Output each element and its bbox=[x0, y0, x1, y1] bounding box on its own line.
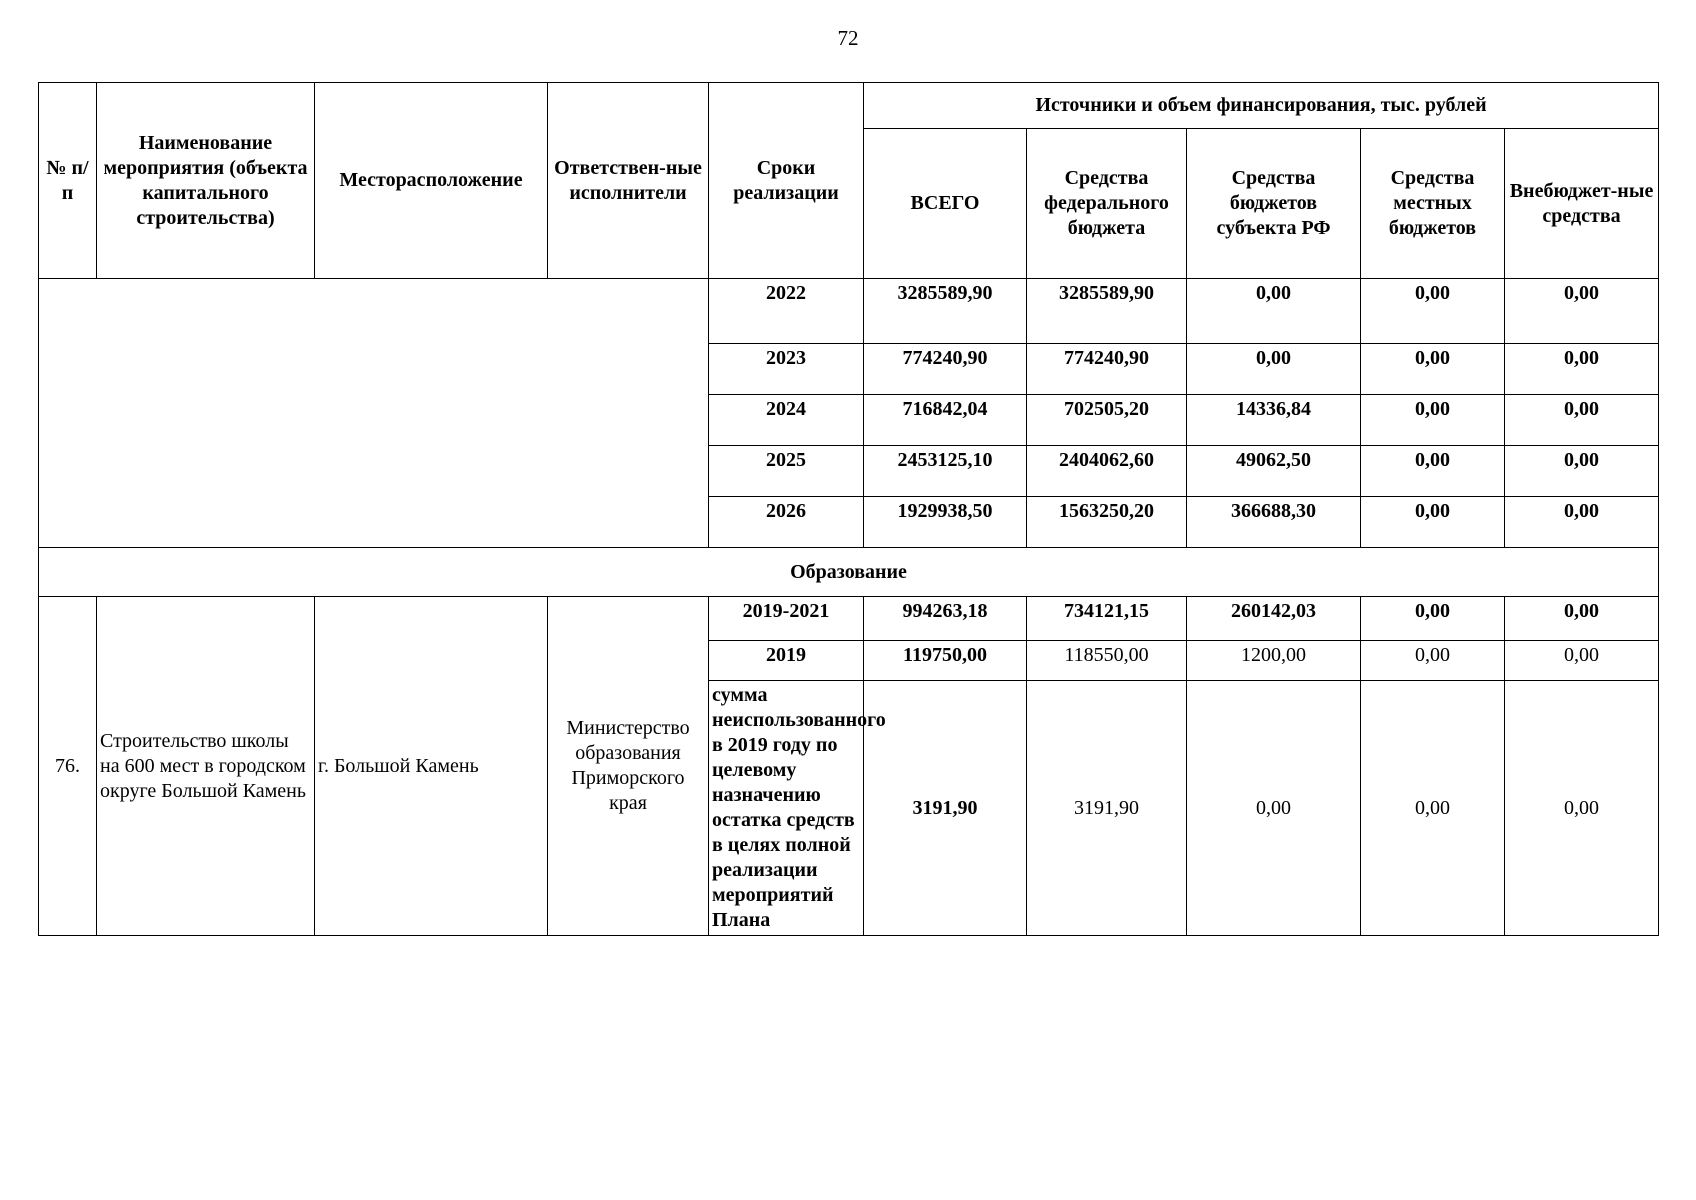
col-header-local: Средства местных бюджетов bbox=[1361, 129, 1505, 279]
cell-federal: 702505,20 bbox=[1027, 395, 1187, 446]
cell-extra: 0,00 bbox=[1505, 641, 1659, 681]
cell-local: 0,00 bbox=[1361, 344, 1505, 395]
cell-total: 716842,04 bbox=[864, 395, 1027, 446]
empty-merged-cell bbox=[39, 279, 709, 548]
cell-extra: 0,00 bbox=[1505, 497, 1659, 548]
cell-subject: 366688,30 bbox=[1187, 497, 1361, 548]
cell-federal: 3285589,90 bbox=[1027, 279, 1187, 344]
cell-federal: 2404062,60 bbox=[1027, 446, 1187, 497]
cell-extra: 0,00 bbox=[1505, 279, 1659, 344]
cell-local: 0,00 bbox=[1361, 641, 1505, 681]
col-header-funding-group: Источники и объем финансирования, тыс. рублей bbox=[864, 83, 1659, 129]
cell-total: 2453125,10 bbox=[864, 446, 1027, 497]
col-header-executors: Ответствен-ные исполнители bbox=[548, 83, 709, 279]
cell-total: 119750,00 bbox=[864, 641, 1027, 681]
cell-year: 2022 bbox=[709, 279, 864, 344]
section-row bbox=[39, 548, 1659, 597]
item-executor: Министерство образования Приморского края bbox=[548, 597, 709, 936]
col-header-subject: Средства бюджетов субъекта РФ bbox=[1187, 129, 1361, 279]
funding-table bbox=[38, 82, 1659, 936]
cell-term-note: сумма неиспользованного в 2019 году по целевому назначению остатка средств в целях полной реализации мероприятий Плана bbox=[709, 681, 864, 936]
cell-year: 2024 bbox=[709, 395, 864, 446]
cell-subject: 260142,03 bbox=[1187, 597, 1361, 641]
cell-local: 0,00 bbox=[1361, 681, 1505, 936]
cell-extra: 0,00 bbox=[1505, 344, 1659, 395]
cell-subject: 0,00 bbox=[1187, 279, 1361, 344]
col-header-extra: Внебюджет-ные средства bbox=[1505, 129, 1659, 279]
col-header-federal: Средства федерального бюджета bbox=[1027, 129, 1187, 279]
cell-local: 0,00 bbox=[1361, 395, 1505, 446]
cell-year: 2023 bbox=[709, 344, 864, 395]
cell-total: 1929938,50 bbox=[864, 497, 1027, 548]
section-title: Образование bbox=[39, 548, 1659, 597]
cell-extra: 0,00 bbox=[1505, 446, 1659, 497]
cell-subject: 1200,00 bbox=[1187, 641, 1361, 681]
cell-term: 2019 bbox=[709, 641, 864, 681]
cell-subject: 0,00 bbox=[1187, 344, 1361, 395]
cell-federal: 118550,00 bbox=[1027, 641, 1187, 681]
cell-total: 994263,18 bbox=[864, 597, 1027, 641]
col-header-name: Наименование мероприятия (объекта капитального строительства) bbox=[97, 83, 315, 279]
cell-extra: 0,00 bbox=[1505, 681, 1659, 936]
cell-federal: 3191,90 bbox=[1027, 681, 1187, 936]
cell-local: 0,00 bbox=[1361, 497, 1505, 548]
col-header-terms: Сроки реализации bbox=[709, 83, 864, 279]
cell-extra: 0,00 bbox=[1505, 395, 1659, 446]
cell-federal: 1563250,20 bbox=[1027, 497, 1187, 548]
cell-federal: 734121,15 bbox=[1027, 597, 1187, 641]
cell-year: 2026 bbox=[709, 497, 864, 548]
col-header-location: Месторасположение bbox=[315, 83, 548, 279]
cell-total: 3191,90 bbox=[864, 681, 1027, 936]
cell-year: 2025 bbox=[709, 446, 864, 497]
cell-local: 0,00 bbox=[1361, 279, 1505, 344]
table-row bbox=[39, 597, 1659, 641]
cell-total: 3285589,90 bbox=[864, 279, 1027, 344]
cell-local: 0,00 bbox=[1361, 597, 1505, 641]
cell-term: 2019-2021 bbox=[709, 597, 864, 641]
cell-federal: 774240,90 bbox=[1027, 344, 1187, 395]
col-header-num: № п/п bbox=[39, 83, 97, 279]
cell-local: 0,00 bbox=[1361, 446, 1505, 497]
item-number: 76. bbox=[39, 597, 97, 936]
table-row bbox=[39, 279, 1659, 344]
cell-extra: 0,00 bbox=[1505, 597, 1659, 641]
item-name: Строительство школы на 600 мест в городском округе Большой Камень bbox=[97, 597, 315, 936]
item-location: г. Большой Камень bbox=[315, 597, 548, 936]
cell-total: 774240,90 bbox=[864, 344, 1027, 395]
cell-subject: 49062,50 bbox=[1187, 446, 1361, 497]
cell-subject: 0,00 bbox=[1187, 681, 1361, 936]
col-header-total: ВСЕГО bbox=[864, 129, 1027, 279]
cell-subject: 14336,84 bbox=[1187, 395, 1361, 446]
page-number: 72 bbox=[837, 26, 859, 50]
